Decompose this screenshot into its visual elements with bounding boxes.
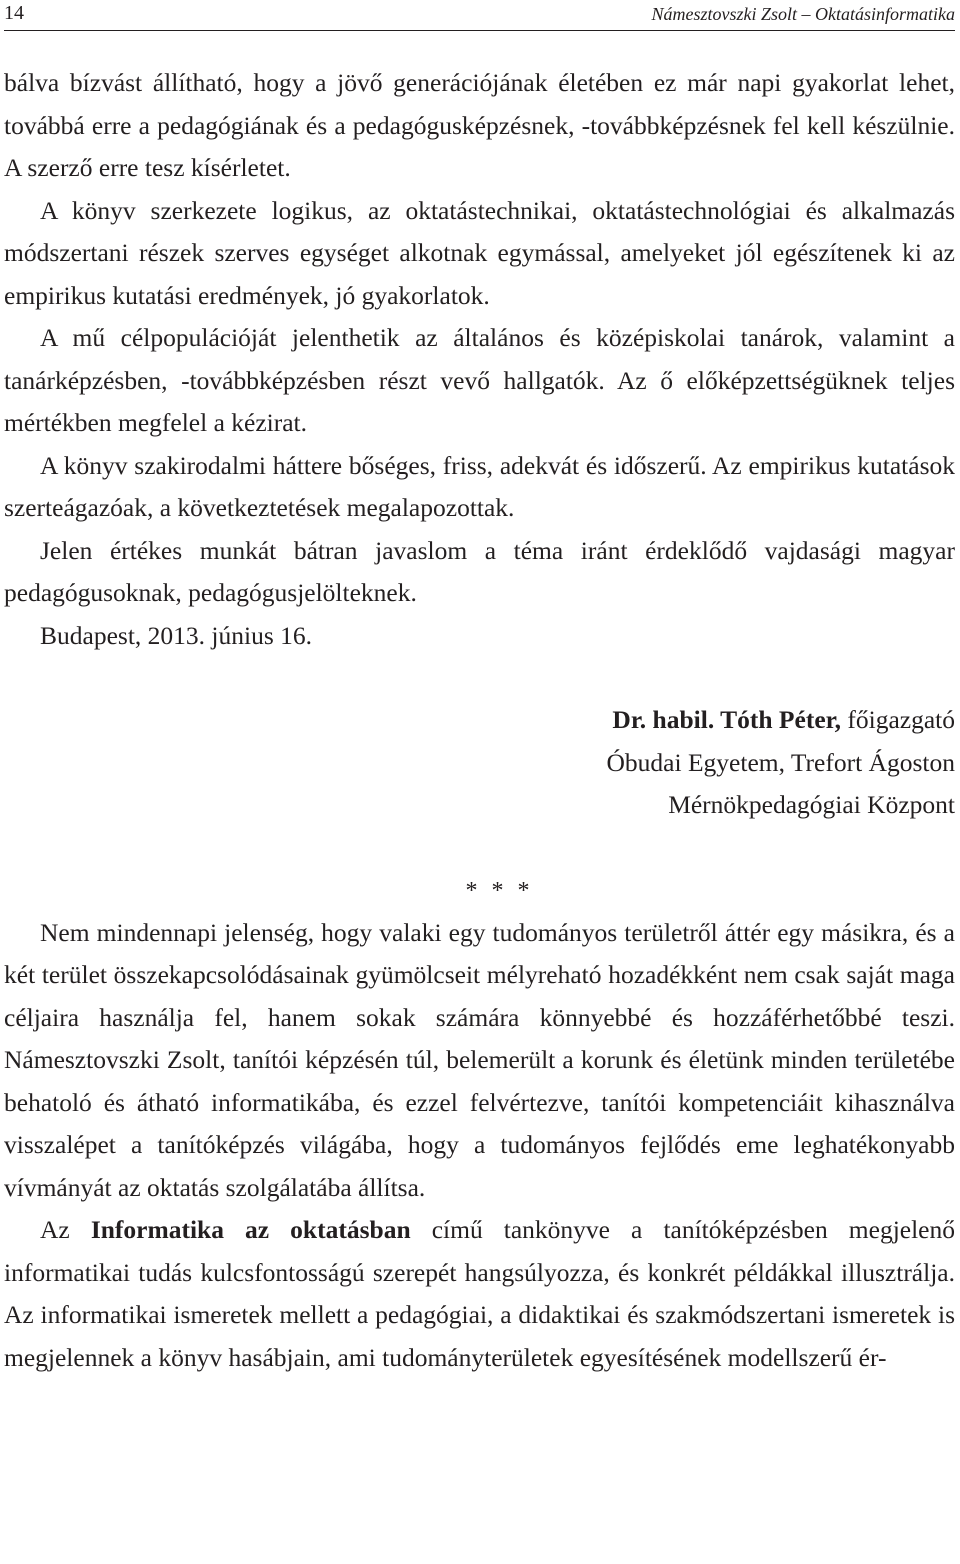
signature-block bbox=[4, 699, 955, 827]
paragraph-text: Az bbox=[40, 1215, 91, 1244]
section-separator: * * * bbox=[465, 877, 534, 904]
paragraph-text: című tankönyve a tanítóképzésben megjelenő informatikai tudás kulcsfontosságú szerepét hangsúlyozza, és konkrét példákkal illusztrálja. Az informatikai ismeretek mellett a pedagógiai, a didaktikai és szakmódszertani ismeretek is megjelennek a könyv hasábjain, ami tudományterületek egyesítésének modellszerű ér- bbox=[4, 1215, 955, 1372]
signature-name-line bbox=[4, 699, 955, 742]
paragraph: bálva bízvást állítható, hogy a jövő generációjának életében ez már napi gyakorlat lehet, továbbá erre a pedagógiának és a pedagógusképzésnek, -továbbképzésnek fel kell készülnie. A szerző erre tesz kísérletet. bbox=[4, 68, 955, 182]
paragraph: A mű célpopulációját jelenthetik az általános és középiskolai tanárok, valamint a tanárképzésben, -továbbképzésben részt vevő hallgatók. Az ő előképzettségüknek teljes mértékben megfelel a kézirat. bbox=[4, 323, 955, 437]
running-head: Námesztovszki Zsolt – Oktatásinformatika bbox=[651, 4, 955, 24]
paragraph bbox=[4, 1209, 955, 1379]
page-header bbox=[4, 0, 955, 31]
signature-institution: Óbudai Egyetem, Trefort Ágoston bbox=[606, 747, 955, 777]
book-title: Informatika az oktatásban bbox=[90, 1215, 411, 1244]
paragraph: Nem mindennapi jelenség, hogy valaki egy tudományos területről áttér egy másikra, és a két terület összekapcsolódásainak gyümölcseit mélyreható hozadékként nem csak saját maga céljaira használja fel, hanem sokak számára könnyebbé és hozzáférhetőbbé teszi. Námesztovszki Zsolt, tanítói képzésén túl, belemerült a korunk és életünk minden területébe behatoló és átható informatikába, és ezzel felvértezve, tanítói kompetenciáit kihasználva visszalépet a tanítóképzés világába, hogy a tudományos fejlődés eme leghatékonyabb vívmányát az oktatás szolgálatába állítsa. bbox=[4, 917, 955, 1202]
paragraph: A könyv szakirodalmi háttere bőséges, friss, adekvát és időszerű. Az empirikus kutatások szerteágazóak, a következtetések megalapozottak. bbox=[4, 450, 955, 522]
page-body bbox=[4, 62, 955, 1379]
signatory-name: Dr. habil. Tóth Péter, bbox=[612, 705, 841, 734]
page-number: 14 bbox=[4, 2, 24, 24]
paragraph: Jelen értékes munkát bátran javaslom a téma iránt érdeklődő vajdasági magyar pedagógusoknak, pedagógusjelölteknek. bbox=[4, 535, 955, 607]
signatory-role: főigazgató bbox=[841, 705, 955, 734]
signature-department: Mérnökpedagógiai Központ bbox=[668, 790, 955, 819]
date-line: Budapest, 2013. június 16. bbox=[40, 620, 312, 650]
paragraph: A könyv szerkezete logikus, az oktatástechnikai, oktatástechnológiai és alkalmazás módszertani részek szerves egységet alkotnak egymással, amelyeket jól egészítenek ki az empirikus kutatási eredmények, jó gyakorlatok. bbox=[4, 195, 955, 310]
